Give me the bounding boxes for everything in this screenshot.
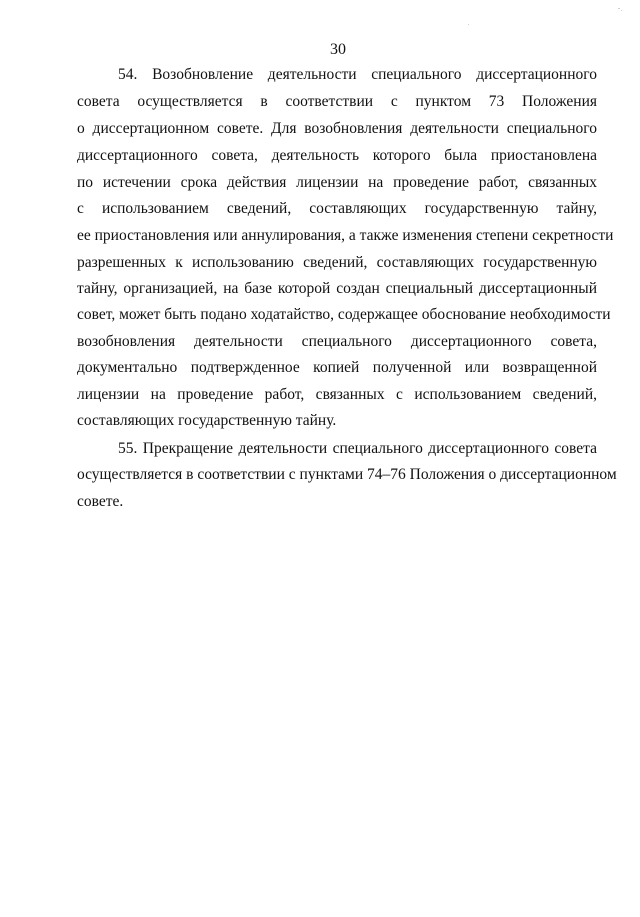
paragraph-55-line: осуществляется в соответствии с пунктами 74–76 Положения о диссертационном: [77, 466, 617, 483]
paragraph-54-line: совета осуществляется в соответствии с пунктом 73 Положения: [77, 93, 597, 110]
scan-speck: [468, 24, 469, 25]
paragraph-55-line: совете.: [77, 493, 124, 510]
paragraph-54-line: по истечении срока действия лицензии на проведение работ, связанных: [77, 174, 597, 191]
paragraph-54-line: совет, может быть подано ходатайство, содержащее обоснование необходимости: [77, 306, 611, 323]
paragraph-54-line: документально подтвержденное копией полученной или возвращенной: [77, 359, 597, 376]
paragraph-54-line: о диссертационном совете. Для возобновления деятельности специального: [77, 120, 597, 137]
scan-speck: [618, 8, 620, 9]
paragraph-54-line: с использованием сведений, составляющих государственную тайну,: [77, 200, 597, 217]
paragraph-54-line: 54. Возобновление деятельности специального диссертационного: [118, 66, 597, 83]
paragraph-54-line: ее приостановления или аннулирования, а также изменения степени секретности: [77, 227, 614, 244]
page-number: 30: [330, 41, 346, 58]
paragraph-54-line: составляющих государственную тайну.: [77, 412, 337, 429]
paragraph-54-line: диссертационного совета, деятельность которого была приостановлена: [77, 147, 597, 164]
paragraph-55-line: 55. Прекращение деятельности специального диссертационного совета: [118, 440, 597, 457]
paragraph-54-line: тайну, организацией, на базе которой создан специальный диссертационный: [77, 280, 597, 297]
scan-speck: [621, 10, 622, 11]
paragraph-54-line: лицензии на проведение работ, связанных с использованием сведений,: [77, 386, 597, 403]
paragraph-54-line: возобновления деятельности специального диссертационного совета,: [77, 333, 597, 350]
paragraph-54-line: разрешенных к использованию сведений, составляющих государственную: [77, 254, 597, 271]
